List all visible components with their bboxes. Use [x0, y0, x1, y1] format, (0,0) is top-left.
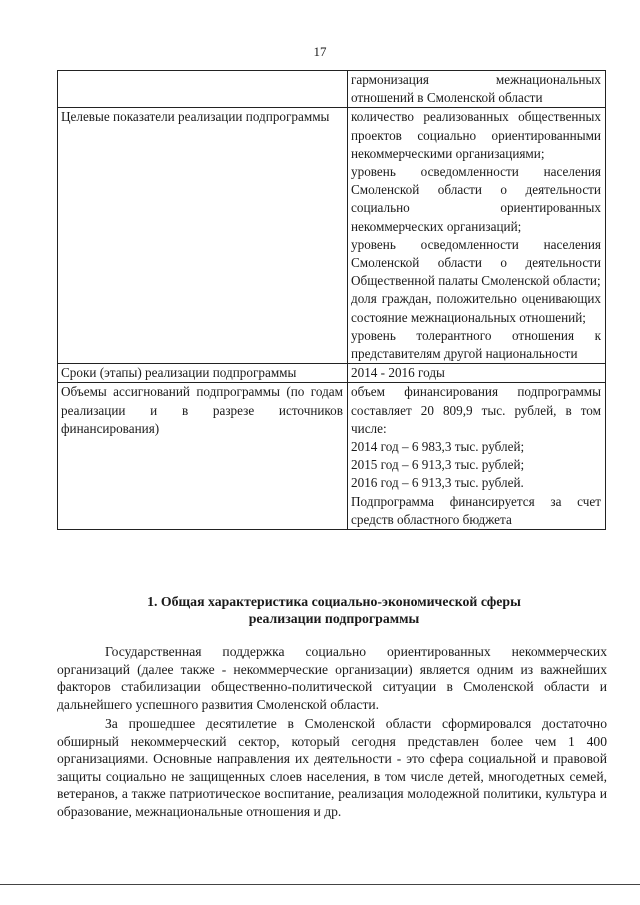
table-row	[58, 364, 606, 383]
cell-text: гармонизация межнациональных	[351, 72, 601, 87]
table-cell-label: Сроки (этапы) реализации подпрограммы	[58, 364, 348, 383]
table-cell-label: Целевые показатели реализации подпрограммы	[58, 108, 348, 364]
table-cell	[348, 108, 606, 364]
table-cell-label: Объемы ассигнований подпрограммы (по годам реализации и в разрезе источников финансирования)	[58, 383, 348, 530]
section-heading	[60, 593, 608, 627]
table-cell-empty	[58, 71, 348, 108]
paragraph: Государственная поддержка социально ориентированных некоммерческих организаций (далее также - некоммерческие организации) является одним из важнейших факторов стабилизации общественно-политической ситуации в Смоленской области и дальнейшего успешного развития Смоленской области.	[57, 644, 607, 712]
indicator-item: уровень толерантного отношения к представителям другой национальности	[351, 327, 601, 362]
table-cell	[348, 383, 606, 530]
indicator-item: уровень осведомленности населения Смоленской области о деятельности социально ориентированных некоммерческих организаций;	[351, 164, 601, 234]
funding-item: объем финансирования подпрограммы составляет 20 809,9 тыс. рублей, в том числе:	[351, 384, 601, 436]
indicator-item: уровень осведомленности населения Смоленской области о деятельности Общественной палаты Смоленской области;	[351, 236, 601, 289]
table-row	[58, 383, 606, 530]
table-row	[58, 71, 606, 108]
indicator-item: количество реализованных общественных проектов социально ориентированными некоммерческими организациями;	[351, 109, 601, 161]
cell-text: отношений в Смоленской области	[351, 90, 543, 106]
table-row	[58, 108, 606, 364]
table-cell: 2014 - 2016 годы	[348, 364, 606, 383]
page-bottom-rule	[0, 884, 640, 885]
section-heading-line: 1. Общая характеристика социально-экономической сферы	[147, 594, 521, 609]
paragraph: За прошедшее десятилетие в Смоленской области сформировался достаточно обширный некоммерческий сектор, который сегодня представлен более чем 1 400 организациями. Основные направления их деятельности - это сфера социальной и правовой защиты социально не защищенных слоев населения, в том числе детей, многодетных семей, ветеранов, а также патриотическое воспитание, реализация молодежной политики, культура и образование, межнациональные отношения и др.	[57, 716, 607, 819]
funding-item: Подпрограмма финансируется за счет средств областного бюджета	[351, 493, 601, 527]
funding-item: 2016 год – 6 913,3 тыс. рублей.	[351, 475, 524, 491]
funding-item: 2015 год – 6 913,3 тыс. рублей;	[351, 457, 525, 473]
page-number: 17	[313, 44, 327, 59]
funding-item: 2014 год – 6 983,3 тыс. рублей;	[351, 439, 525, 455]
indicator-item: доля граждан, положительно оценивающих состояние межнациональных отношений;	[351, 291, 601, 325]
section-body	[57, 643, 607, 820]
subprogram-passport-table	[57, 70, 606, 530]
table-cell	[348, 71, 606, 108]
section-heading-line: реализации подпрограммы	[248, 611, 420, 626]
